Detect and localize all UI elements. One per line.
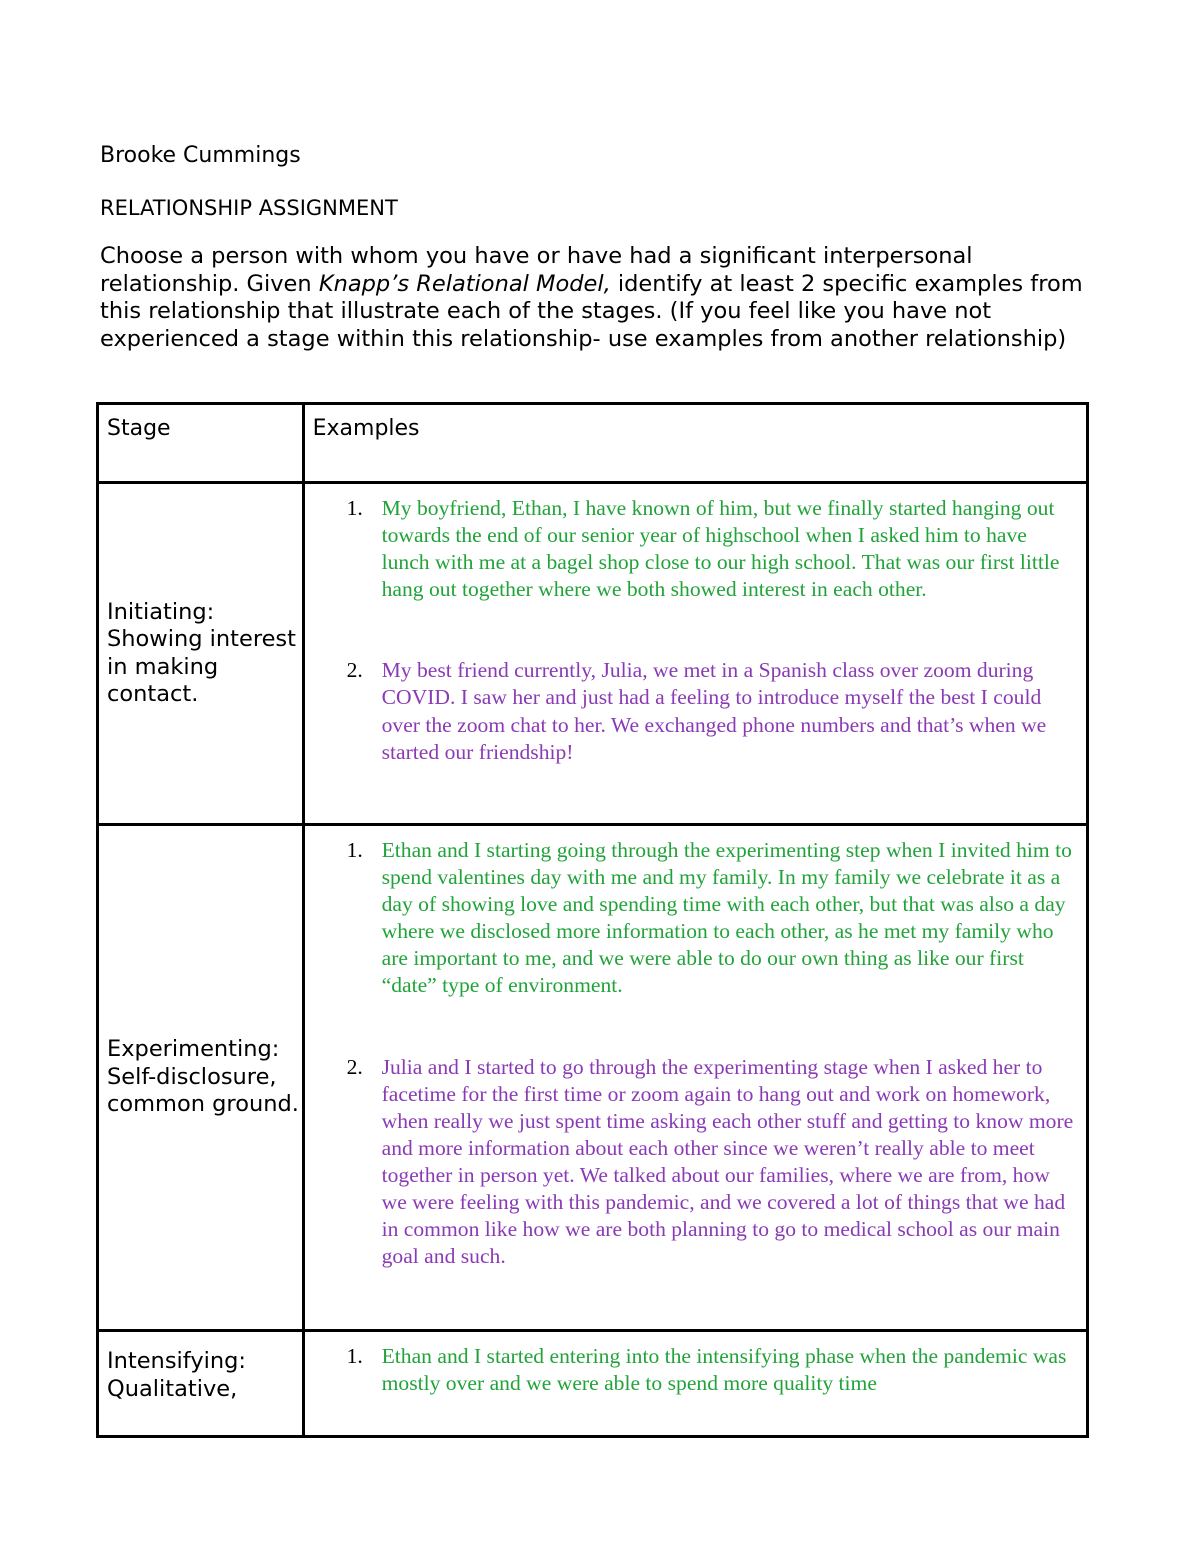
example-text: Ethan and I started entering into the intensifying phase when the pandemic was mostly over and we were able to spend more quality time	[381, 1344, 1067, 1396]
list-item	[305, 837, 1086, 1000]
instructions-text-part2: identify at least 2 specific examples from this relationship that illustrate each of the stages. (If you feel like you have not experienced a stage within this relationship- use examples from another relationship)	[100, 270, 1083, 352]
stage-label-experimenting: Experimenting: Self-disclosure, common ground.	[107, 1036, 299, 1118]
stage-cell-initiating	[98, 483, 304, 825]
list-number: 2.	[346, 1054, 363, 1079]
document-title: RELATIONSHIP ASSIGNMENT	[100, 196, 398, 220]
author-name: Brooke Cummings	[100, 143, 301, 168]
examples-list	[305, 1332, 1086, 1397]
examples-cell-initiating	[303, 483, 1087, 825]
examples-list	[305, 484, 1086, 766]
list-item	[305, 657, 1086, 765]
list-number: 2.	[346, 658, 363, 683]
stage-label-initiating: Initiating: Showing interest in making contact.	[107, 598, 296, 707]
stage-label-intensifying: Intensifying: Qualitative,	[107, 1348, 247, 1402]
examples-column-header: Examples	[303, 404, 1087, 483]
stage-cell-experimenting	[98, 825, 304, 1331]
examples-cell-experimenting	[303, 825, 1087, 1331]
example-text: My best friend currently, Julia, we met in a Spanish class over zoom during COVID. I saw her and just had a feeling to introduce myself the best I could over the zoom chat to her. We exchanged phone numbers and that’s when we started our friendship!	[381, 658, 1047, 764]
example-text: Ethan and I starting going through the experimenting step when I invited him to spend valentines day with me and my family. In my family we celebrate it as a day of showing love and spending time with each other, but that was also a day where we disclosed more information to each other, as he met my family who are important to me, and we were able to do our own thing as like our first “date” type of environment.	[381, 838, 1072, 998]
list-item	[305, 495, 1086, 603]
table-header-row	[98, 404, 1088, 483]
example-text: Julia and I started to go through the experimenting stage when I asked her to facetime for the first time or zoom again to hang out and work on homework, when really we just spent time asking each other stuff and getting to know more and more information about each other since we weren’t really able to meet together in person yet. We talked about our families, where we are from, how we were feeling with this pandemic, and we covered a lot of things that we had in common like how we are both planning to go to medical school as our main goal and such.	[381, 1054, 1074, 1269]
examples-list	[305, 826, 1086, 1270]
list-number: 1.	[346, 838, 363, 862]
example-text: My boyfriend, Ethan, I have known of him, but we finally started hanging out towards the end of our senior year of highschool when I asked him to have lunch with me at a bagel shop close to our high school. That was our first little hang out together where we both showed interest in each other.	[381, 496, 1060, 602]
model-name: Knapp’s Relational Model,	[318, 270, 611, 297]
table-row-initiating	[98, 483, 1088, 825]
list-item	[305, 1343, 1086, 1397]
stage-column-header: Stage	[98, 404, 304, 483]
list-number: 1.	[346, 496, 363, 520]
table-row-experimenting	[98, 825, 1088, 1331]
list-item	[305, 1054, 1086, 1271]
stage-cell-intensifying	[98, 1331, 304, 1437]
examples-cell-intensifying	[303, 1331, 1087, 1437]
table-row-intensifying	[98, 1331, 1088, 1437]
instructions-text-part1: Choose a person with whom you have or have had a significant interpersonal relationship. Given	[100, 243, 973, 297]
stages-table	[96, 402, 1089, 1438]
instructions-paragraph	[100, 243, 1110, 353]
list-number: 1.	[346, 1344, 363, 1368]
